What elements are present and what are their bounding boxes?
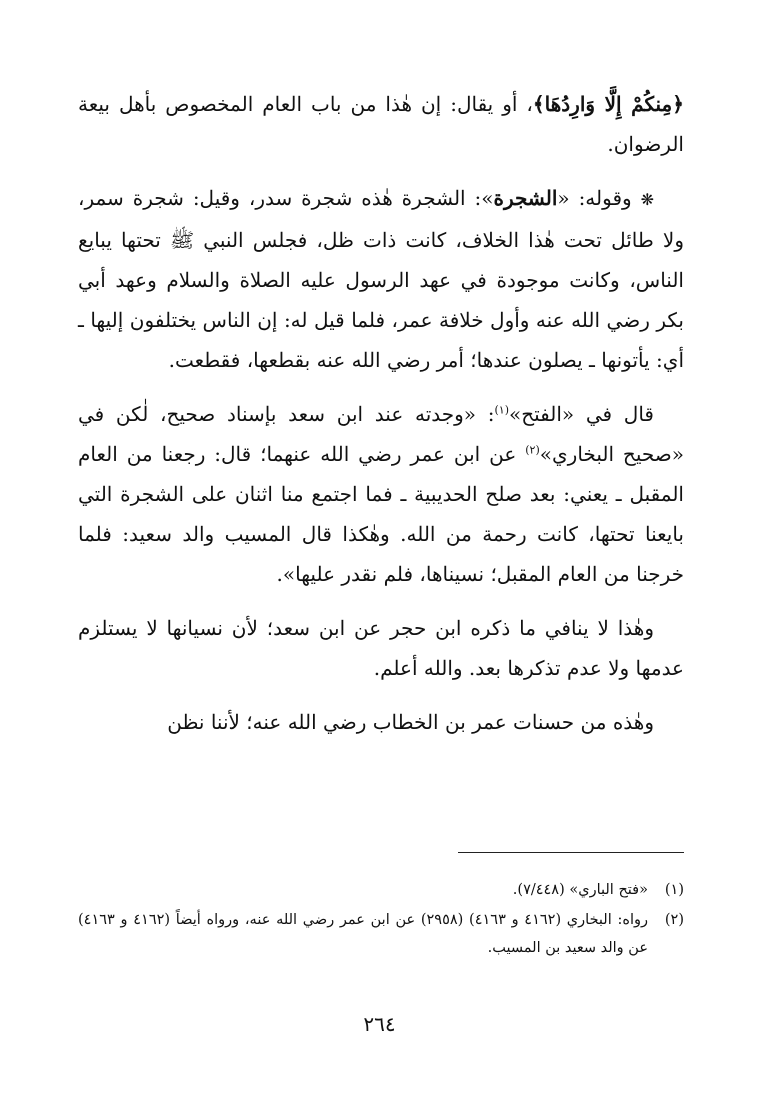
fath-text-3: عن ابن عمر رضي الله عنهما؛ قال: رجعنا من العام المقبل ـ يعني: بعد صلح الحديبية ـ فما اجتمع منا اثنان على الشجرة التي بايعنا تحتها، كانت رحمة من الله. وهٰكذا قال المسيب والد سعيد: فلما خرجنا من العام المقبل؛ نسيناها، فلم نقدر عليها». [78, 442, 684, 586]
footnote-ref-1: (١) [494, 403, 509, 417]
footnote-ref-2: (٢) [525, 443, 540, 457]
footnote-divider [458, 852, 684, 853]
keyword-shajara: الشجرة [493, 186, 558, 210]
intro-text: ، أو يقال: إن هٰذا من باب العام المخصوص بأهل بيعة الرضوان. [78, 92, 684, 156]
quran-verse: ﴿مِنكُمْ إِلَّا وَارِدُهَا﴾ [532, 92, 684, 116]
footnote-1 [78, 876, 684, 904]
shajara-text: »: الشجرة هٰذه شجرة سدر، وقيل: شجرة سمر، ولا طائل تحت هٰذا الخلاف، كانت ذات ظل، فجلس النبي ﷺ تحتها يبايع الناس، وكانت موجودة في عهد الرسول عليه الصلاة والسلام وعهد أبي بكر رضي الله عنه وأول خلافة عمر، فلما قيل له: إن الناس يختلفون إليها ـ أي: يأتونها ـ يصلون عندها؛ أمر رضي الله عنه بقطعها، فقطعت. [78, 186, 684, 372]
lead-text: وقوله: « [557, 186, 632, 210]
page-number: ٢٦٤ [363, 1012, 396, 1036]
footnote-2 [78, 906, 684, 962]
star-icon: ❋ [640, 190, 655, 209]
footnote-number: (٢) [664, 912, 684, 928]
paragraph-shajara [78, 178, 684, 380]
fath-text-2: : «وجدته عند ابن سعد بإسناد صحيح، لٰكن في «صحيح البخاري» [78, 402, 685, 466]
paragraph-la-yunafi: وهٰذا لا ينافي ما ذكره ابن حجر عن ابن سعد؛ لأن نسيانها لا يستلزم عدمها ولا عدم تذكرها بعد. والله أعلم. [78, 616, 684, 680]
footnote-number: (١) [664, 882, 684, 898]
footnote-text: رواه: البخاري (٤١٦٢ و ٤١٦٣) (٢٩٥٨) عن ابن عمر رضي الله عنه، ورواه أيضاً (٤١٦٢ و ٤١٦٣) عن والد سعيد بن المسيب. [78, 912, 648, 956]
footnote-text: «فتح الباري» (٧/٤٤٨). [512, 882, 648, 898]
paragraph-intro [78, 84, 684, 164]
fath-text-1: قال في «الفتح» [508, 402, 654, 426]
paragraph-fath [78, 394, 684, 594]
paragraph-hasanat: وهٰذه من حسنات عمر بن الخطاب رضي الله عنه؛ لأننا نظن [167, 710, 654, 734]
main-text [78, 64, 684, 756]
footnotes [78, 876, 684, 964]
